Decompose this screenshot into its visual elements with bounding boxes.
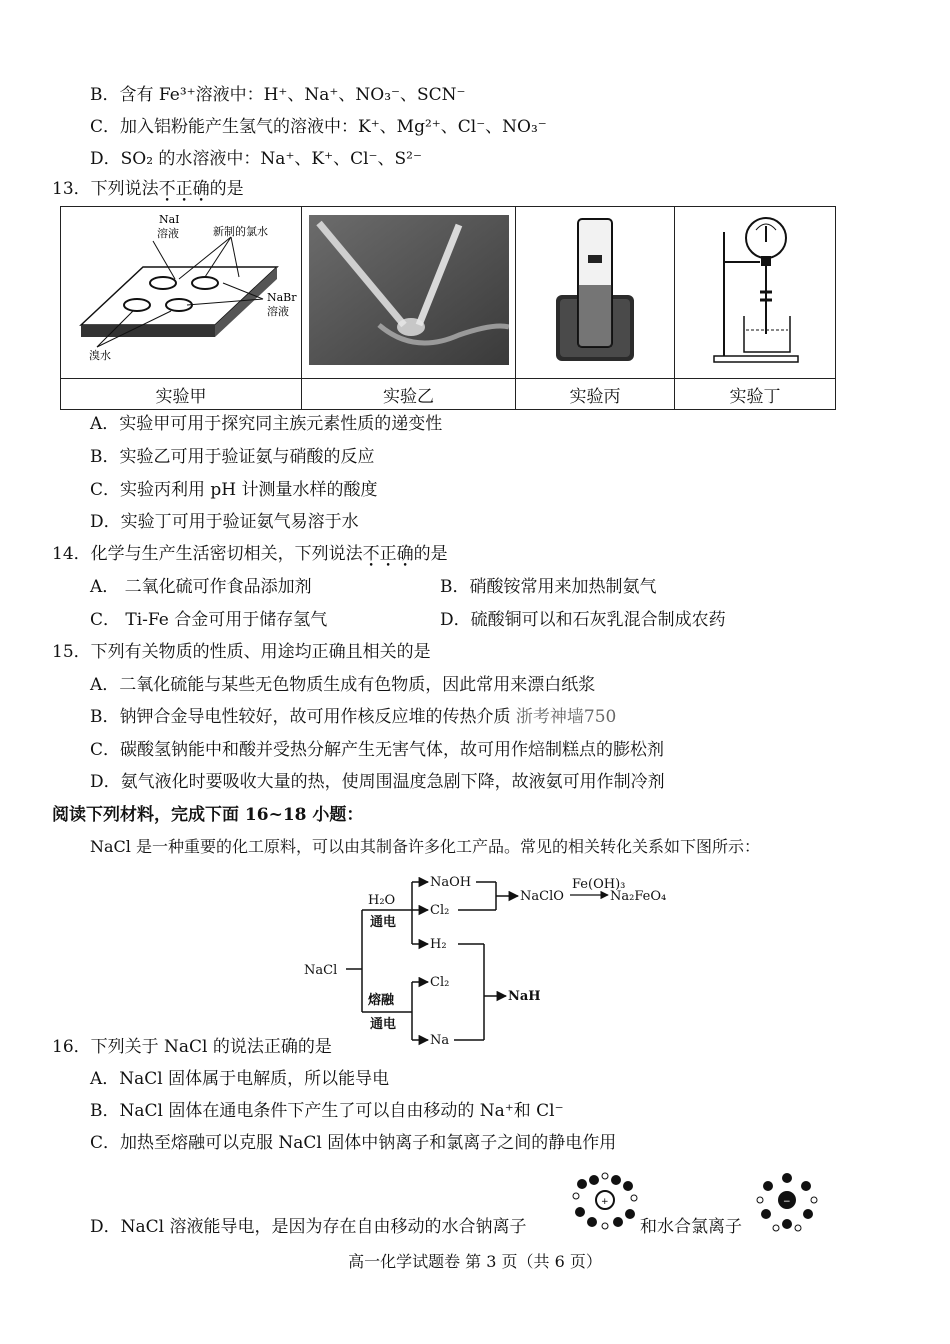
q16-stem: 16．下列关于 NaCl 的说法正确的是 [52, 1037, 332, 1057]
q14-stem [52, 543, 448, 565]
q13-option-b: B．实验乙可用于验证氨与硝酸的反应 [90, 447, 375, 467]
caption-yi: 实验乙 [302, 379, 516, 410]
ph-meter-photo [550, 215, 640, 365]
chlorine-water-label: 新制的氯水 [213, 225, 268, 238]
conversion-diagram [300, 868, 700, 1054]
q14-option-b: B．硝酸铵常用来加热制氨气 [440, 577, 657, 597]
emphasis-char: 正 [379, 544, 397, 564]
nai-label: NaI [159, 213, 180, 226]
caption-bing: 实验丙 [516, 379, 675, 410]
q13-option-a: A．实验甲可用于探究同主族元素性质的递变性 [90, 414, 443, 434]
naclo-node: NaClO [520, 889, 564, 904]
q13-experiment-table [60, 206, 836, 410]
q16-option-c: C．加热至熔融可以克服 NaCl 固体中钠离子和氯离子之间的静电作用 [90, 1133, 617, 1153]
q15-option-b-text: B．钠钾合金导电性较好，故可用作核反应堆的传热介质 [90, 707, 511, 727]
q12-option-d: D．SO₂ 的水溶液中：Na⁺、K⁺、Cl⁻、S²⁻ [90, 149, 422, 169]
q15-option-d: D．氨气液化时要吸收大量的热，使周围温度急剧下降，故液氨可用作制冷剂 [90, 772, 665, 792]
experiment-ding-figure [675, 207, 836, 379]
emphasis-char: 确 [192, 179, 210, 199]
q15-option-a: A．二氧化硫能与某些无色物质生成有色物质，因此常用来漂白纸浆 [90, 675, 596, 695]
reading-title: 阅读下列材料，完成下面 16~18 小题： [52, 805, 364, 825]
svg-text:−: − [783, 1197, 791, 1207]
q16-option-b: B．NaCl 固体在通电条件下产生了可以自由移动的 Na⁺和 Cl⁻ [90, 1101, 564, 1121]
q15-stem: 15．下列有关物质的性质、用途均正确且相关的是 [52, 642, 431, 662]
caption-jia: 实验甲 [61, 379, 302, 410]
na2feo4-node: Na₂FeO₄ [610, 889, 667, 904]
cl2-bottom-node: Cl₂ [430, 975, 450, 990]
q13-stem-pre: 13．下列说法 [52, 179, 159, 199]
experiment-yi-figure [302, 207, 516, 379]
emphasis-char: 确 [396, 544, 414, 564]
electrolysis-condition: 通电 [370, 915, 397, 930]
spot-plate-illustration [63, 207, 299, 373]
cl2-top-node: Cl₂ [430, 903, 450, 918]
q15-option-c: C．碳酸氢钠能中和酸并受热分解产生无害气体，故可用作焙制糕点的膨松剂 [90, 740, 665, 760]
na-node: Na [430, 1033, 450, 1048]
q12-option-c: C．加入铝粉能产生氢气的溶液中：K⁺、Mg²⁺、Cl⁻、NO₃⁻ [90, 117, 547, 137]
q13-option-c: C．实验丙利用 pH 计测量水样的酸度 [90, 480, 378, 500]
naoh-node: NaOH [430, 875, 472, 890]
nah-node: NaH [508, 989, 541, 1004]
q16-option-a: A．NaCl 固体属于电解质，所以能导电 [90, 1069, 390, 1089]
electrolysis-condition-2: 通电 [370, 1017, 397, 1032]
svg-text:+: + [601, 1197, 609, 1207]
hydrated-chloride-ion-icon [756, 1172, 818, 1232]
q16-option-d-end: 和水合氯离子 [640, 1217, 742, 1237]
q14-stem-pre: 14．化学与生产生活密切相关，下列说法 [52, 544, 363, 564]
nai-solution-label: 溶液 [157, 227, 179, 240]
h2o-condition: H₂O [368, 893, 396, 908]
reading-text: NaCl 是一种重要的化工原料，可以由其制备许多化工产品。常见的相关转化关系如下图所示： [90, 837, 760, 856]
emphasis-char: 不 [362, 544, 380, 564]
nacl-node: NaCl [304, 963, 338, 978]
emphasis-char: 正 [175, 179, 193, 199]
bromine-water-label: 溴水 [89, 349, 111, 362]
page-footer: 高一化学试题卷 第 3 页（共 6 页） [348, 1252, 602, 1271]
q13-option-d: D．实验丁可用于验证氨气易溶于水 [90, 512, 359, 532]
q13-stem [52, 178, 244, 200]
hydrated-sodium-ion-icon [572, 1172, 638, 1232]
q14-option-a: A． 二氧化硫可作食品添加剂 [90, 577, 312, 597]
fountain-apparatus [710, 212, 800, 368]
caption-ding: 实验丁 [675, 379, 836, 410]
q16-option-d: D．NaCl 溶液能导电，是因为存在自由移动的水合钠离子 [90, 1217, 527, 1237]
q14-option-c: C． Ti-Fe 合金可用于储存氢气 [90, 610, 328, 630]
q14-option-d: D．硫酸铜可以和石灰乳混合制成农药 [440, 610, 726, 630]
nabr-solution-label: 溶液 [267, 305, 289, 318]
experiment-bing-figure [516, 207, 675, 379]
watermark: 浙考神墙750 [515, 707, 617, 727]
q14-stem-post: 的是 [413, 544, 448, 564]
q12-option-b: B．含有 Fe³⁺溶液中：H⁺、Na⁺、NO₃⁻、SCN⁻ [90, 85, 466, 105]
q13-stem-post: 的是 [209, 179, 244, 199]
reagent-label: Fe(OH)₃ [572, 877, 626, 892]
emphasis-char: 不 [158, 179, 176, 199]
molten-condition: 熔融 [368, 993, 395, 1008]
glass-rods-photo [309, 215, 509, 365]
q15-option-b [90, 706, 616, 728]
experiment-jia-figure [61, 207, 302, 379]
h2-node: H₂ [430, 937, 447, 952]
nabr-label: NaBr [267, 291, 297, 304]
